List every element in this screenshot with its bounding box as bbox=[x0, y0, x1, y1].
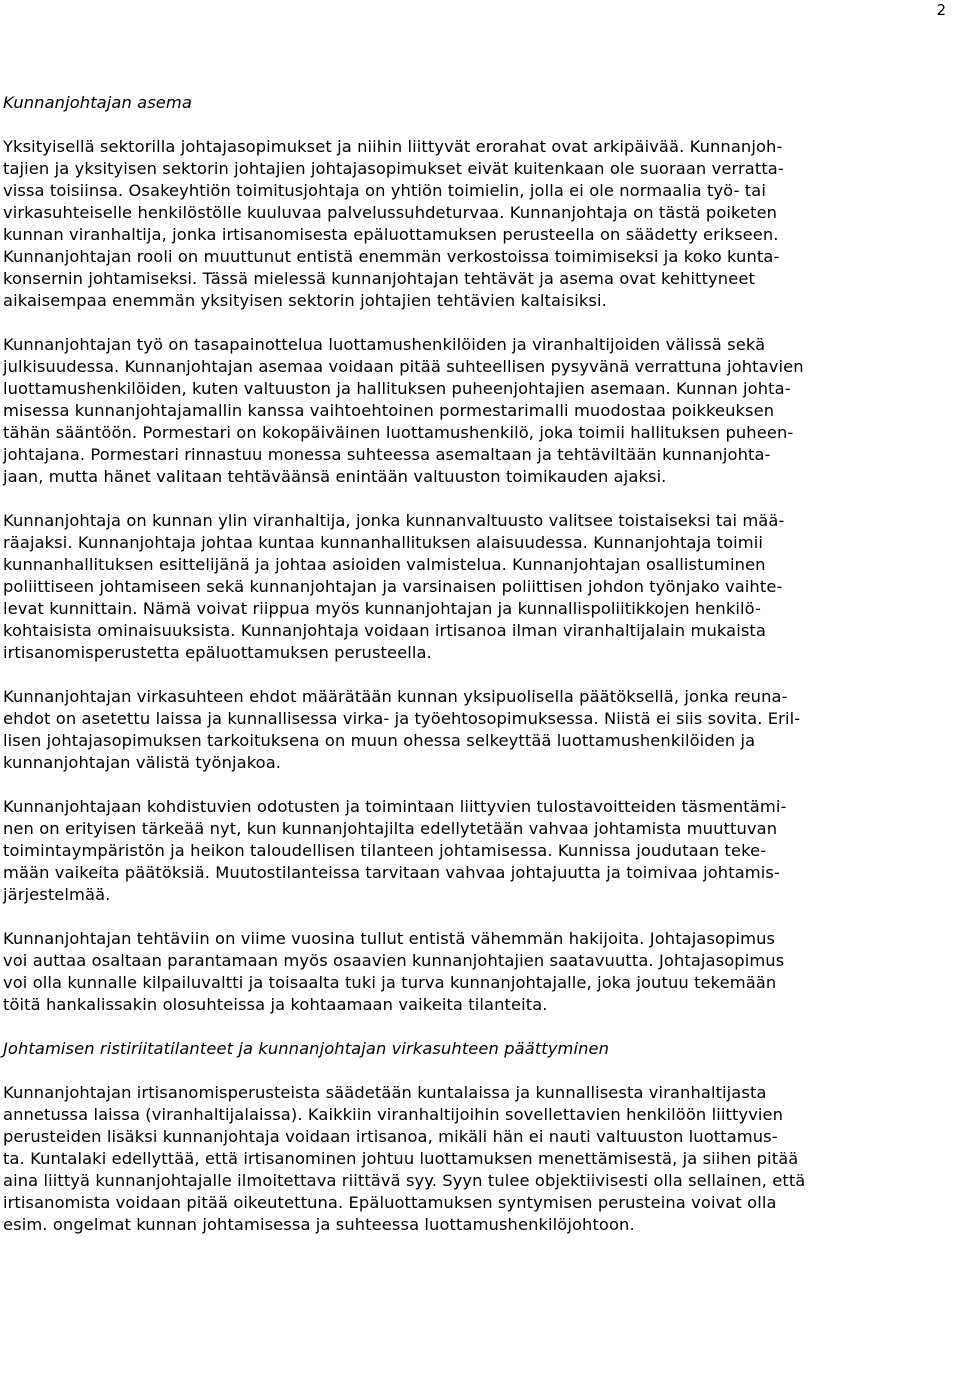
text-line: irtisanomista voidaan pitää oikeutettuna. Epäluottamuksen syntymisen perusteina voivat olla bbox=[3, 1193, 777, 1212]
text-line: Kunnanjohtajan työ on tasapainottelua luottamushenkilöiden ja viranhaltijoiden välissä sekä bbox=[3, 335, 766, 354]
text-line: aina liittyä kunnanjohtajalle ilmoitettava riittävä syy. Syyn tulee objektiivisesti olla sellainen, että bbox=[3, 1171, 806, 1190]
text-line: Kunnanjohtajan tehtäviin on viime vuosina tullut entistä vähemmän hakijoita. Johtajasopimus bbox=[3, 929, 776, 948]
paragraph-gap bbox=[3, 1016, 953, 1038]
text-line: Kunnanjohtajan irtisanomisperusteista säädetään kuntalaissa ja kunnallisesta viranhaltijasta bbox=[3, 1083, 767, 1102]
text-line: luottamushenkilöiden, kuten valtuuston ja hallituksen puheenjohtajien asemaan. Kunnan johta- bbox=[3, 379, 791, 398]
text-line: aikaisempaa enemmän yksityisen sektorin johtajien tehtävien kaltaisiksi. bbox=[3, 291, 607, 310]
text-line: konsernin johtamiseksi. Tässä mielessä kunnanjohtajan tehtävät ja asema ovat kehittyneet bbox=[3, 269, 755, 288]
text-line: Kunnanjohtajaan kohdistuvien odotusten ja toimintaan liittyvien tulostavoitteiden täsmentämi- bbox=[3, 797, 787, 816]
text-line: voi auttaa osaltaan parantamaan myös osaavien kunnanjohtajien saatavuutta. Johtajasopimus bbox=[3, 951, 785, 970]
text-line: vissa toisiinsa. Osakeyhtiön toimitusjohtaja on yhtiön toimielin, jolla ei ole normaalia työ- tai bbox=[3, 181, 766, 200]
text-line: kunnanjohtajan välistä työnjakoa. bbox=[3, 753, 282, 772]
text-line: räajaksi. Kunnanjohtaja johtaa kuntaa kunnanhallituksen alaisuudessa. Kunnanjohtaja toimii bbox=[3, 533, 763, 552]
paragraph-gap bbox=[3, 488, 953, 510]
paragraph-6 bbox=[3, 928, 953, 1016]
document-body bbox=[3, 92, 953, 1236]
text-line: levat kunnittain. Nämä voivat riippua myös kunnanjohtajan ja kunnallispoliitikkojen henkilö- bbox=[3, 599, 761, 618]
paragraph-gap bbox=[3, 1060, 953, 1082]
text-line: virkasuhteiselle henkilöstölle kuuluvaa palvelussuhdeturvaa. Kunnanjohtaja on tästä poiketen bbox=[3, 203, 778, 222]
text-line: johtajana. Pormestari rinnastuu monessa suhteessa asemaltaan ja tehtäviltään kunnanjohta- bbox=[3, 445, 771, 464]
text-line: ehdot on asetettu laissa ja kunnallisessa virka- ja työehtosopimuksessa. Niistä ei siis sovita. Eril- bbox=[3, 709, 801, 728]
text-line: poliittiseen johtamiseen sekä kunnanjohtajan ja varsinaisen poliittisen johdon työnjako vaihte- bbox=[3, 577, 783, 596]
text-line: Johtamisen ristiriitatilanteet ja kunnanjohtajan virkasuhteen päättyminen bbox=[3, 1039, 610, 1058]
section-heading-ristiriitatilanteet bbox=[3, 1038, 953, 1060]
text-line: irtisanomisperustetta epäluottamuksen perusteella. bbox=[3, 643, 432, 662]
text-line: jaan, mutta hänet valitaan tehtäväänsä enintään valtuuston toimikauden ajaksi. bbox=[3, 467, 667, 486]
text-line: toimintaympäristön ja heikon taloudellisen tilanteen johtamisessa. Kunnissa joudutaan teke- bbox=[3, 841, 767, 860]
text-line: kunnanhallituksen esittelijänä ja johtaa asioiden valmistelua. Kunnanjohtajan osallistuminen bbox=[3, 555, 766, 574]
paragraph-1 bbox=[3, 136, 953, 312]
paragraph-gap bbox=[3, 114, 953, 136]
text-line: ta. Kuntalaki edellyttää, että irtisanominen johtuu luottamuksen menettämisestä, ja siihen pitää bbox=[3, 1149, 799, 1168]
text-line: tähän sääntöön. Pormestari on kokopäiväinen luottamushenkilö, joka toimii hallituksen puheen- bbox=[3, 423, 794, 442]
text-line: esim. ongelmat kunnan johtamisessa ja suhteessa luottamushenkilöjohtoon. bbox=[3, 1215, 635, 1234]
paragraph-gap bbox=[3, 774, 953, 796]
text-line: lisen johtajasopimuksen tarkoituksena on muun ohessa selkeyttää luottamushenkilöiden ja bbox=[3, 731, 756, 750]
text-line: töitä hankalissakin olosuhteissa ja kohtaamaan vaikeita tilanteita. bbox=[3, 995, 548, 1014]
paragraph-gap bbox=[3, 906, 953, 928]
text-line: nen on erityisen tärkeää nyt, kun kunnanjohtajilta edellytetään vahvaa johtamista muuttuvan bbox=[3, 819, 778, 838]
paragraph-gap bbox=[3, 312, 953, 334]
text-line: kohtaisista ominaisuuksista. Kunnanjohtaja voidaan irtisanoa ilman viranhaltijalain mukaista bbox=[3, 621, 766, 640]
paragraph-7 bbox=[3, 1082, 953, 1236]
text-line: mään vaikeita päätöksiä. Muutostilanteissa tarvitaan vahvaa johtajuutta ja toimivaa johtamis- bbox=[3, 863, 780, 882]
text-line: kunnan viranhaltija, jonka irtisanomisesta epäluottamuksen perusteella on säädetty erikseen. bbox=[3, 225, 779, 244]
paragraph-gap bbox=[3, 664, 953, 686]
text-line: Kunnanjohtajan asema bbox=[3, 93, 192, 112]
page-number: 2 bbox=[936, 1, 946, 19]
paragraph-4 bbox=[3, 686, 953, 774]
text-line: misessa kunnanjohtajamallin kanssa vaihtoehtoinen pormestarimalli muodostaa poikkeuksen bbox=[3, 401, 775, 420]
paragraph-5 bbox=[3, 796, 953, 906]
text-line: voi olla kunnalle kilpailuvaltti ja toisaalta tuki ja turva kunnanjohtajalle, joka joutuu tekemään bbox=[3, 973, 777, 992]
text-line: järjestelmää. bbox=[3, 885, 111, 904]
text-line: julkisuudessa. Kunnanjohtajan asemaa voidaan pitää suhteellisen pysyvänä verrattuna johtavien bbox=[3, 357, 804, 376]
text-line: Kunnanjohtajan rooli on muuttunut entistä enemmän verkostoissa toimimiseksi ja koko kunta- bbox=[3, 247, 780, 266]
text-line: Kunnanjohtaja on kunnan ylin viranhaltija, jonka kunnanvaltuusto valitsee toistaiseksi tai mää- bbox=[3, 511, 785, 530]
text-line: annetussa laissa (viranhaltijalaissa). Kaikkiin viranhaltijoihin sovellettavien henkilöön liittyvien bbox=[3, 1105, 784, 1124]
section-heading-kunnanjohtajan-asema bbox=[3, 92, 953, 114]
paragraph-3 bbox=[3, 510, 953, 664]
text-line: tajien ja yksityisen sektorin johtajien johtajasopimukset eivät kuitenkaan ole suoraan verratta- bbox=[3, 159, 784, 178]
paragraph-2 bbox=[3, 334, 953, 488]
text-line: Yksityisellä sektorilla johtajasopimukset ja niihin liittyvät erorahat ovat arkipäivää. Kunnanjoh- bbox=[3, 137, 783, 156]
text-line: perusteiden lisäksi kunnanjohtaja voidaan irtisanoa, mikäli hän ei nauti valtuuston luottamus- bbox=[3, 1127, 778, 1146]
text-line: Kunnanjohtajan virkasuhteen ehdot määrätään kunnan yksipuolisella päätöksellä, jonka reuna- bbox=[3, 687, 788, 706]
